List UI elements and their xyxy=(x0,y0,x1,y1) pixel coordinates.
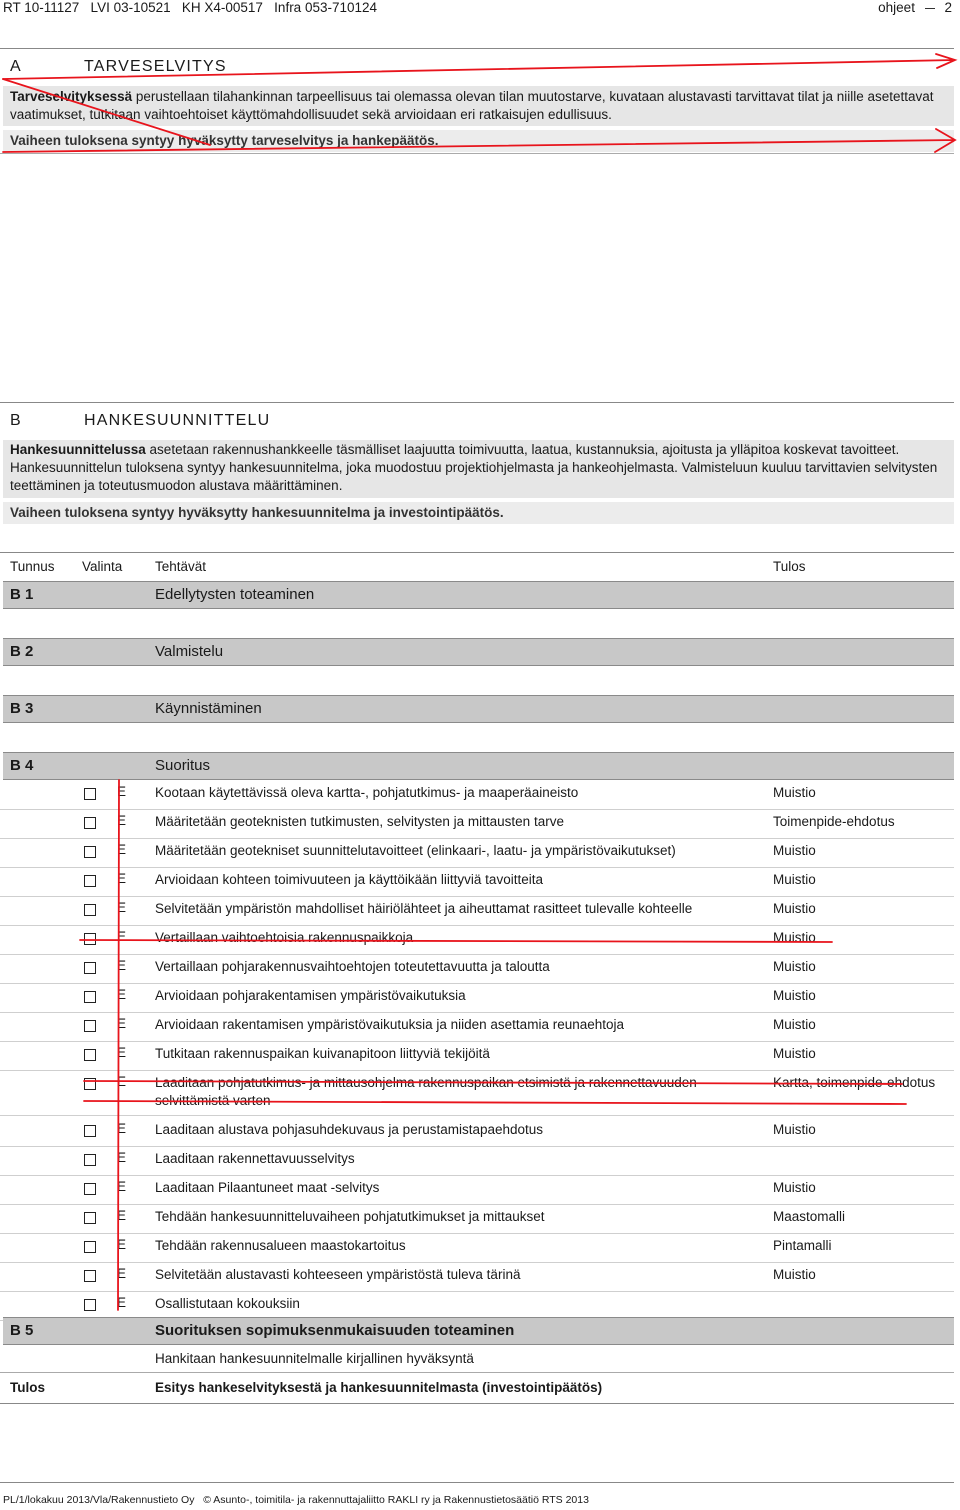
task-result: Muistio xyxy=(773,1046,816,1061)
tulos-label: Tulos xyxy=(10,1380,45,1395)
task-text: Selvitetään ympäristön mahdolliset häiriölähteet ja aiheuttamat rasitteet tulevalle kohteelle xyxy=(155,901,693,916)
task-text: Kootaan käytettävissä oleva kartta-, pohjatutkimus- ja maaperäaineisto xyxy=(155,785,579,800)
task-row xyxy=(0,868,954,897)
page-header xyxy=(0,0,960,16)
group-row-b1 xyxy=(3,581,954,609)
task-row xyxy=(0,1013,954,1042)
task-text: Laaditaan alustava pohjasuhdekuvaus ja perustamistapaehdotus xyxy=(155,1122,544,1137)
task-mark: E xyxy=(117,871,127,886)
page-footer: PL/1/lokakuu 2013/Vla/Rakennustieto Oy © Asunto-, toimitila- ja rakennuttajaliitto RAKLI ry ja Rakennustietosäätiö RTS 2013 xyxy=(3,1494,589,1506)
col-header-valinta: Valinta xyxy=(82,559,123,574)
task-row xyxy=(0,955,954,984)
task-checkbox[interactable] xyxy=(84,1154,96,1166)
task-result: Muistio xyxy=(773,988,816,1003)
group-title: Edellytysten toteaminen xyxy=(155,586,315,603)
task-row xyxy=(0,1118,954,1147)
task-checkbox[interactable] xyxy=(84,904,96,916)
task-text: Laaditaan Pilaantuneet maat -selvitys xyxy=(155,1180,380,1195)
task-checkbox[interactable] xyxy=(84,962,96,974)
task-checkbox[interactable] xyxy=(84,991,96,1003)
section-b-letter: B xyxy=(10,412,22,429)
task-mark: E xyxy=(117,1074,127,1089)
task-text: Määritetään geoteknisten tutkimusten, selvitysten ja mittausten tarve xyxy=(155,814,564,829)
task-text: Tehdään rakennusalueen maastokartoitus xyxy=(155,1238,406,1253)
task-mark: E xyxy=(117,842,127,857)
task-row xyxy=(0,839,954,868)
task-checkbox[interactable] xyxy=(84,1125,96,1137)
section-a-intro-text: perustellaan tilahankinnan tarpeellisuus tai olemassa olevan tilan muutostarve, kuvataan alustavasti tarvittavat tilat ja niille asetettavat vaatimukset, tutkitaan vaihtoehtoiset käyttömahdollisuudet sekä arvioidaan eri ratkaisujen edullisuus. xyxy=(10,89,934,122)
task-checkbox[interactable] xyxy=(84,1078,96,1090)
task-text: Laaditaan rakennettavuusselvitys xyxy=(155,1151,355,1166)
task-text: Arvioidaan rakentamisen ympäristövaikutuksia ja niiden asettamia reunaehtoja xyxy=(155,1017,625,1032)
section-b-top-rule xyxy=(0,402,954,403)
group-row-b3 xyxy=(3,695,954,723)
task-row xyxy=(0,1147,954,1176)
task-text: Vertaillaan vaihtoehtoisia rakennuspaikkoja xyxy=(155,930,414,945)
page-label: ohjeet xyxy=(878,0,915,15)
task-row xyxy=(0,926,954,955)
section-a-title: TARVESELVITYS xyxy=(84,58,227,75)
task-checkbox[interactable] xyxy=(84,1299,96,1311)
section-b-result: Vaiheen tuloksena syntyy hyväksytty hankesuunnitelma ja investointipäätös. xyxy=(10,505,504,520)
task-mark: E xyxy=(117,1016,127,1031)
task-result: Muistio xyxy=(773,959,816,974)
group-title: Suorituksen sopimuksenmukaisuuden toteaminen xyxy=(155,1322,515,1339)
task-mark: E xyxy=(117,1179,127,1194)
task-text: Selvitetään alustavasti kohteeseen ympäristöstä tuleva tärinä xyxy=(155,1267,521,1282)
group-code: B 2 xyxy=(10,643,34,660)
task-result: Kartta, toimenpide-ehdotus xyxy=(773,1075,936,1090)
group-row-b4 xyxy=(3,752,954,780)
task-row xyxy=(0,781,954,810)
table-bottom-rule xyxy=(0,1403,954,1404)
section-a-result: Vaiheen tuloksena syntyy hyväksytty tarveselvitys ja hankepäätös. xyxy=(10,133,439,148)
col-header-tunnus: Tunnus xyxy=(10,559,55,574)
task-text: Arvioidaan kohteen toimivuuteen ja käyttöikään liittyviä tavoitteita xyxy=(155,872,543,887)
group-title: Valmistelu xyxy=(155,643,224,660)
task-result: Muistio xyxy=(773,901,816,916)
group-title: Suoritus xyxy=(155,757,211,774)
group-code: B 3 xyxy=(10,700,34,717)
task-row xyxy=(0,1042,954,1071)
section-a-intro xyxy=(3,86,954,126)
task-result: Muistio xyxy=(773,843,816,858)
task-mark: E xyxy=(117,987,127,1002)
task-result: Muistio xyxy=(773,1017,816,1032)
task-row xyxy=(0,1263,954,1292)
task-row xyxy=(0,984,954,1013)
task-mark: E xyxy=(117,958,127,973)
task-checkbox[interactable] xyxy=(84,846,96,858)
section-a-bottom-rule xyxy=(0,153,954,154)
group-row-b5 xyxy=(3,1317,954,1345)
page-indicator xyxy=(878,0,952,15)
task-mark: E xyxy=(117,1237,127,1252)
task-checkbox[interactable] xyxy=(84,875,96,887)
task-checkbox[interactable] xyxy=(84,1183,96,1195)
task-row xyxy=(0,1234,954,1263)
b5-task: Hankitaan hankesuunnitelmalle kirjallinen hyväksyntä xyxy=(155,1351,474,1366)
col-header-tehtavat: Tehtävät xyxy=(155,559,207,574)
task-row xyxy=(0,810,954,839)
section-a-letter: A xyxy=(10,58,22,75)
task-mark: E xyxy=(117,1121,127,1136)
task-checkbox[interactable] xyxy=(84,1049,96,1061)
task-row xyxy=(0,1205,954,1234)
section-a-intro-lead: Tarveselvityksessä xyxy=(10,89,133,104)
group-row-b2 xyxy=(3,638,954,666)
task-text: Laaditaan pohjatutkimus- ja mittausohjelma rakennuspaikan etsimistä ja rakennettavuuden selvittämistä varten xyxy=(155,1075,697,1108)
col-header-tulos: Tulos xyxy=(773,559,806,574)
task-result: Muistio xyxy=(773,930,816,945)
task-row xyxy=(0,897,954,926)
section-b-intro-lead: Hankesuunnittelussa xyxy=(10,442,146,457)
b5-task-rule xyxy=(0,1372,954,1373)
task-result: Muistio xyxy=(773,872,816,887)
task-text: Vertaillaan pohjarakennusvaihtoehtojen toteutettavuutta ja taloutta xyxy=(155,959,550,974)
task-checkbox[interactable] xyxy=(84,1020,96,1032)
tulos-text: Esitys hankeselvityksestä ja hankesuunnitelmasta (investointipäätös) xyxy=(155,1380,603,1395)
table-top-rule xyxy=(0,552,954,553)
task-row xyxy=(0,1176,954,1205)
task-mark: E xyxy=(117,1208,127,1223)
group-code: B 4 xyxy=(10,757,34,774)
task-checkbox[interactable] xyxy=(84,1212,96,1224)
task-checkbox[interactable] xyxy=(84,1241,96,1253)
group-title: Käynnistäminen xyxy=(155,700,262,717)
task-result: Muistio xyxy=(773,785,816,800)
task-mark: E xyxy=(117,813,127,828)
section-b-intro xyxy=(3,440,954,498)
page-number: 2 xyxy=(944,0,952,15)
footer-rule xyxy=(0,1482,954,1483)
task-mark: E xyxy=(117,1150,127,1165)
task-text: Osallistutaan kokouksiin xyxy=(155,1296,300,1311)
group-code: B 1 xyxy=(10,586,34,603)
task-text: Arvioidaan pohjarakentamisen ympäristövaikutuksia xyxy=(155,988,466,1003)
task-result: Pintamalli xyxy=(773,1238,832,1253)
task-row xyxy=(0,1071,954,1116)
task-mark: E xyxy=(117,1045,127,1060)
section-b-intro-text: asetetaan rakennushankkeelle täsmälliset laajuutta toimivuutta, laatua, kustannuksia, ajoitusta ja ylläpitoa koskevat tavoitteet. Hankesuunnittelun tuloksena syntyy hankesuunnitelma, joka muodostuu projektiohjelmasta ja hankeohjelmasta. Valmisteluun kuuluu tarvittavien selvitysten teettäminen ja toteutusmuodon alustava määrittäminen. xyxy=(10,442,938,493)
task-text: Määritetään geotekniset suunnittelutavoitteet (elinkaari-, laatu- ja ympäristövaikutukset) xyxy=(155,843,676,858)
task-mark: E xyxy=(117,784,127,799)
task-mark: E xyxy=(117,900,127,915)
task-mark: E xyxy=(117,1295,127,1310)
section-b-title: HANKESUUNNITTELU xyxy=(84,412,271,429)
task-text: Tutkitaan rakennuspaikan kuivanapitoon liittyviä tekijöitä xyxy=(155,1046,490,1061)
task-result: Toimenpide-ehdotus xyxy=(773,814,895,829)
section-a-top-rule xyxy=(0,48,954,49)
task-mark: E xyxy=(117,1266,127,1281)
task-checkbox[interactable] xyxy=(84,817,96,829)
task-result: Muistio xyxy=(773,1267,816,1282)
task-result: Maastomalli xyxy=(773,1209,846,1224)
document-codes: RT 10-11127 LVI 03-10521 KH X4-00517 Infra 053-710124 xyxy=(3,0,378,15)
task-checkbox[interactable] xyxy=(84,788,96,800)
group-code: B 5 xyxy=(10,1322,34,1339)
task-mark: E xyxy=(117,929,127,944)
task-text: Tehdään hankesuunnitteluvaiheen pohjatutkimukset ja mittaukset xyxy=(155,1209,545,1224)
task-checkbox[interactable] xyxy=(84,933,96,945)
task-checkbox[interactable] xyxy=(84,1270,96,1282)
task-result: Muistio xyxy=(773,1122,816,1137)
task-result: Muistio xyxy=(773,1180,816,1195)
